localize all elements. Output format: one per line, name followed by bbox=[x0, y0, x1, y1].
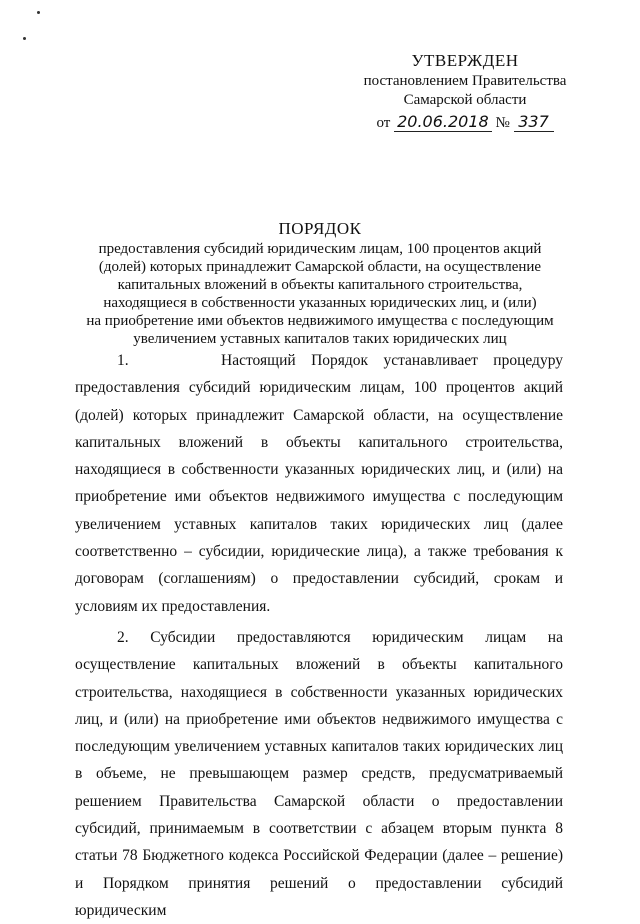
approval-line-1: постановлением Правительства bbox=[363, 73, 567, 89]
scan-mark bbox=[23, 37, 26, 40]
document-title-block bbox=[60, 218, 580, 348]
date-prefix: от bbox=[376, 115, 391, 131]
subtitle-line: капитальных вложений в объекты капитального строительства, bbox=[117, 277, 523, 293]
approval-stamp-block bbox=[330, 50, 600, 134]
approval-heading: УТВЕРЖДЕН bbox=[411, 51, 519, 70]
subtitle-line: увеличением уставных капиталов таких юридических лиц bbox=[133, 331, 507, 347]
number-prefix: № bbox=[495, 115, 510, 131]
approval-date-line bbox=[330, 112, 600, 134]
document-title: ПОРЯДОК bbox=[278, 219, 362, 238]
subtitle-line: (долей) которых принадлежит Самарской области, на осуществление bbox=[98, 259, 542, 275]
document-body bbox=[75, 347, 563, 924]
subtitle-line: на приобретение ими объектов недвижимого имущества с последующим bbox=[86, 313, 554, 329]
subtitle-line: находящиеся в собственности указанных юридических лиц, и (или) bbox=[103, 295, 537, 311]
paragraph-1: 1. Настоящий Порядок устанавливает процедуру предоставления субсидий юридическим лицам, 100 процентов акций (долей) которых принадлежит Самарской области, на осуществление капитальных вложений в объекты капитального строительства, находящиеся в собственности указанных юридических лиц, и (или) на приобретение ими объектов недвижимого имущества с последующим увеличением уставных капиталов таких юридических лиц (далее соответственно – субсидии, юридические лица), а также требования к договорам (соглашениям) о предоставлении субсидий, срокам и условиям их предоставления. bbox=[75, 352, 563, 615]
handwritten-number: 337 bbox=[514, 113, 554, 132]
handwritten-date: 20.06.2018 bbox=[394, 113, 492, 132]
subtitle-line: предоставления субсидий юридическим лицам, 100 процентов акций bbox=[98, 241, 542, 257]
scan-mark bbox=[37, 11, 40, 14]
paragraph-2: 2. Субсидии предоставляются юридическим лицам на осуществление капитальных вложений в объекты капитального строительства, находящиеся в собственности указанных юридических лиц, и (или) на приобретение ими объектов недвижимого имущества с последующим увеличением уставных капиталов таких юридических лиц в объеме, не превышающем размер средств, предусматриваемый решением Правительства Самарской области о предоставлении субсидий, принимаемым в соответствии с абзацем вторым пункта 8 статьи 78 Бюджетного кодекса Российской Федерации (далее – решение) и Порядком принятия решений о предоставлении субсидий юридическим bbox=[75, 628, 563, 919]
approval-line-2: Самарской области bbox=[403, 92, 527, 108]
